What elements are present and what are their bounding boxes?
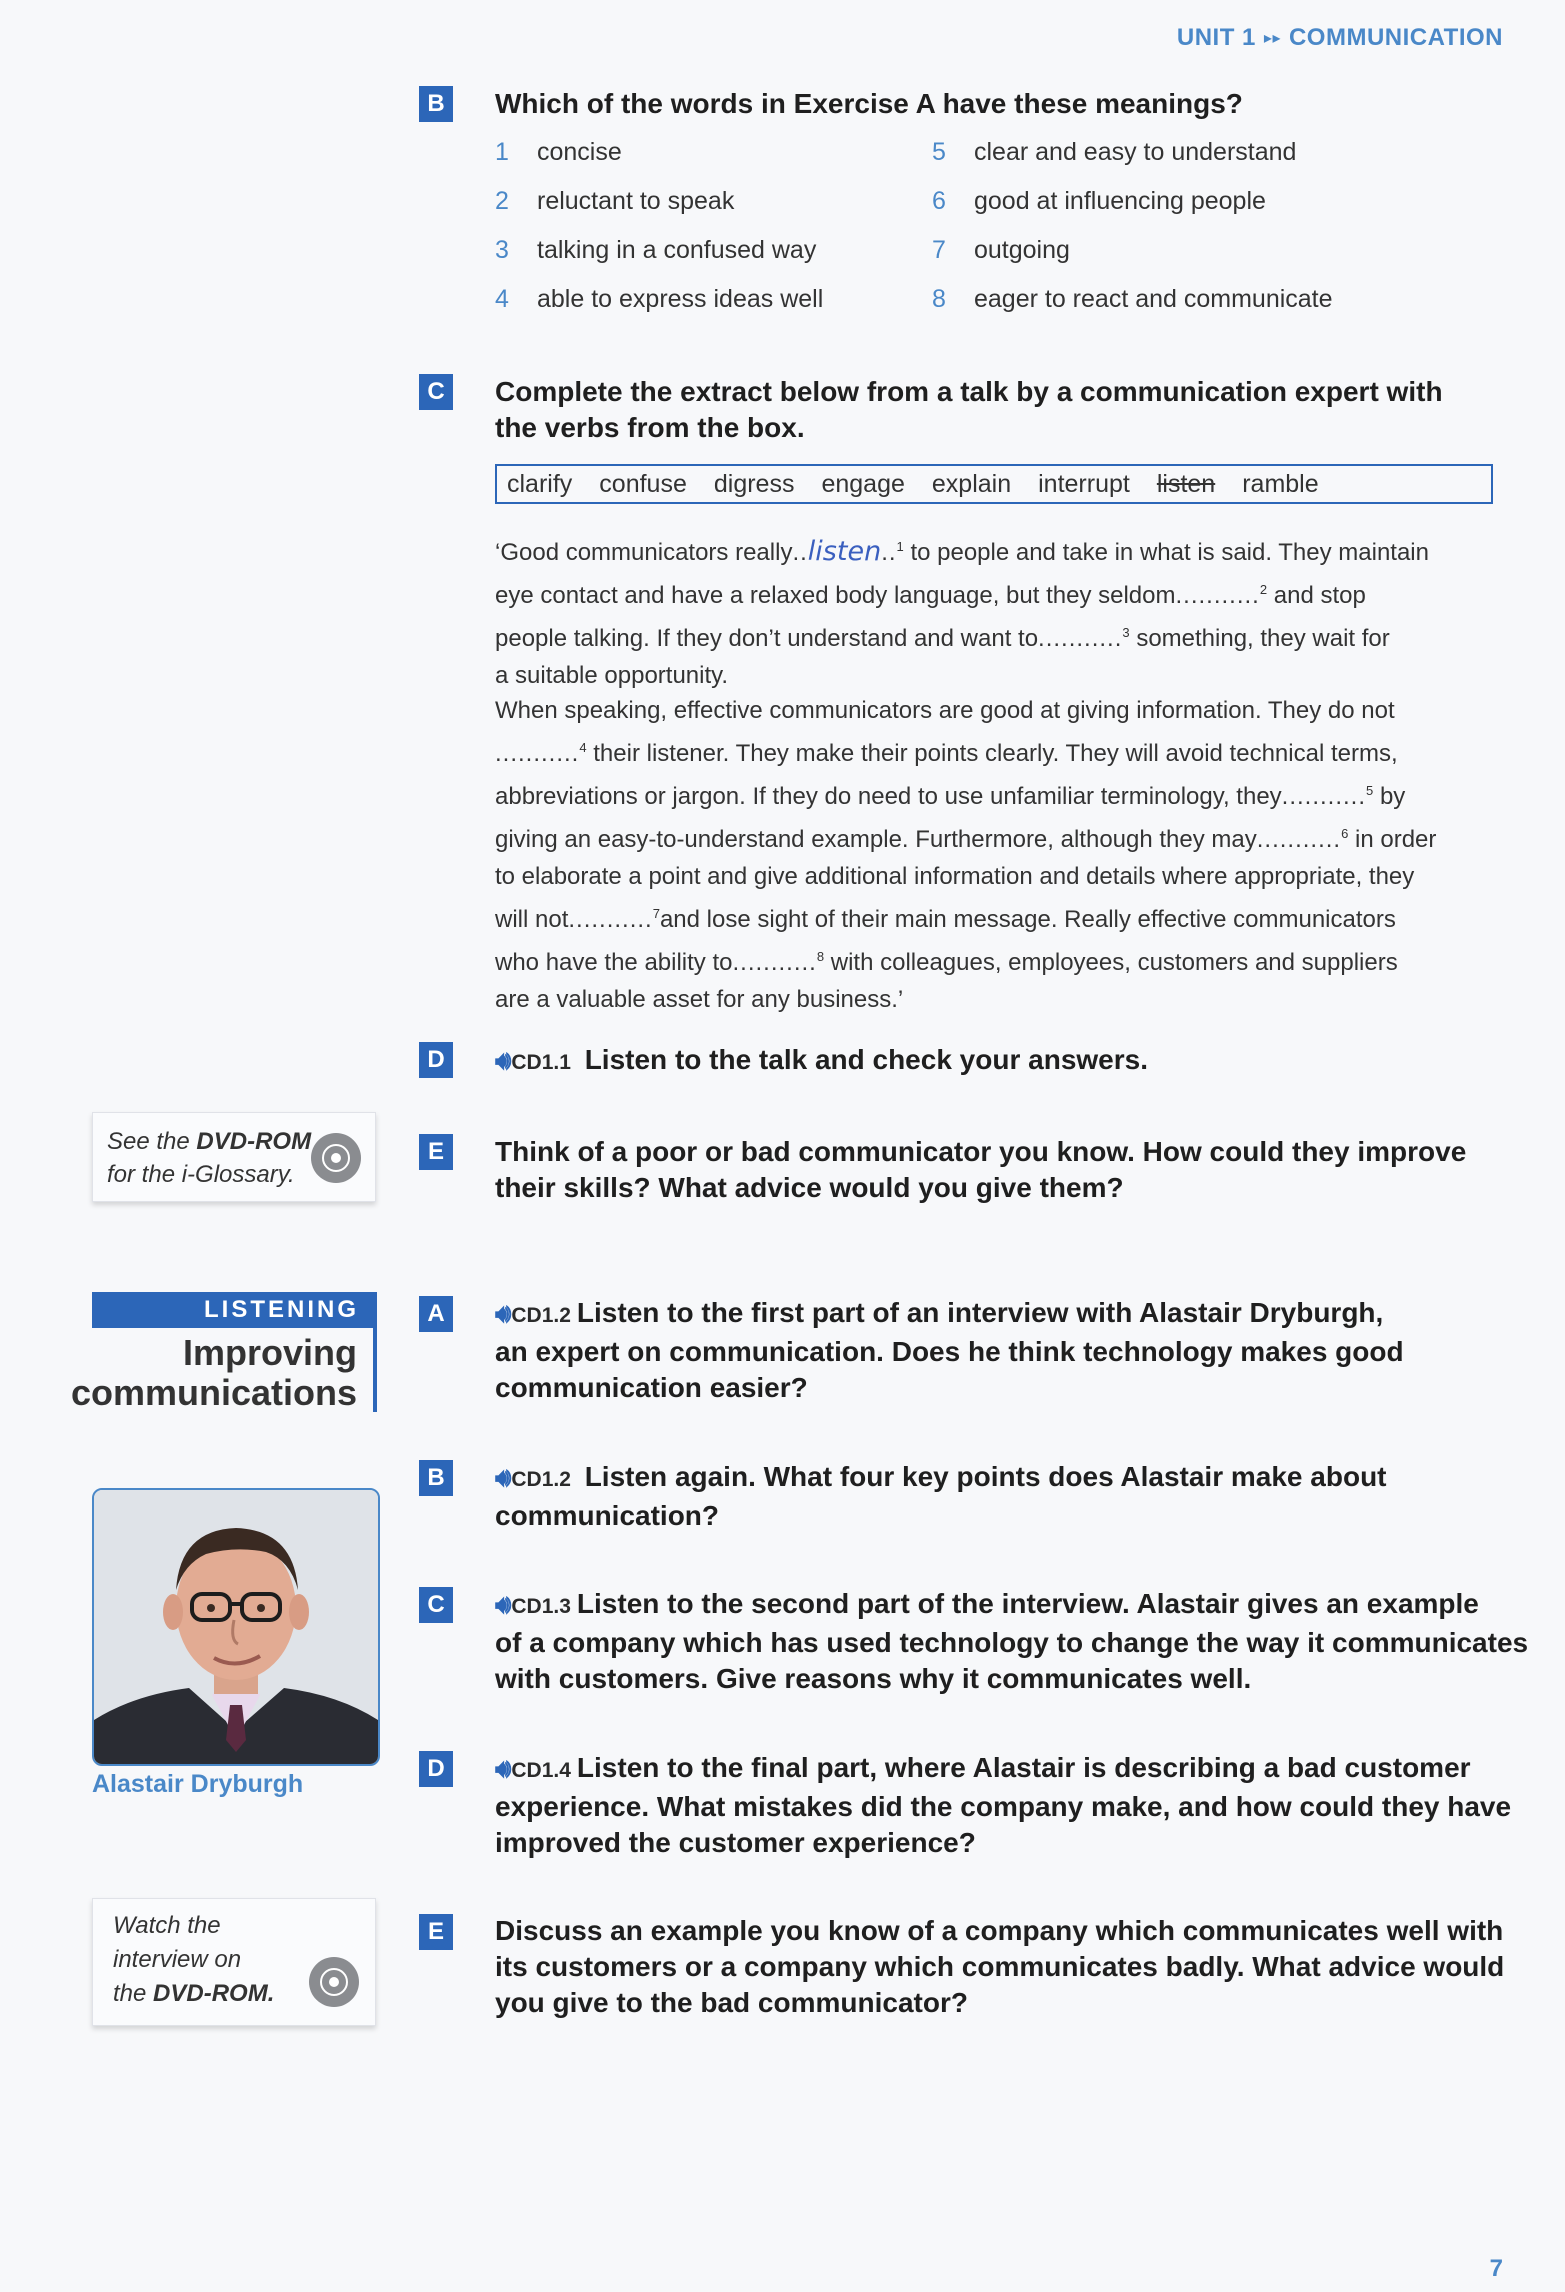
list-item: 6 good at influencing people <box>932 187 1266 215</box>
portrait-photo <box>92 1488 380 1766</box>
dvd-disc-icon <box>309 1957 359 2007</box>
listening-badge-b: B <box>419 1460 453 1496</box>
listening-badge-e: E <box>419 1914 453 1950</box>
word: clarify <box>507 469 573 498</box>
exercise-c-question: Complete the extract below from a talk by a communication expert with the verbs from the box. <box>495 376 1443 443</box>
speaker-icon: 🔊︎ <box>495 1298 512 1328</box>
unit-label: UNIT 1 <box>1176 24 1256 51</box>
extract-paragraph-1: ‘Good communicators really..listen..$^1$ to people and take in what is said. They maintain eye contact and have a relaxed body language, but they seldom...........$^2$ and stop people talking. If they don’t understand and want to...........$^3$ something, they wait for a suitable opportunity. <box>495 536 1429 689</box>
exercise-b-question: Which of the words in Exercise A have these meanings? <box>495 88 1243 119</box>
word: confuse <box>599 469 687 498</box>
handwritten-answer: listen <box>807 536 882 567</box>
exercise-d-question: 🔊︎CD1.1 Listen to the talk and check your answers. <box>495 1044 1148 1075</box>
photo-caption: Alastair Dryburgh <box>92 1770 304 1798</box>
word: digress <box>713 469 795 498</box>
word: explain <box>931 469 1012 498</box>
list-item: 8 eager to react and communicate <box>932 285 1333 313</box>
list-item: 1 concise <box>495 138 622 166</box>
page-number: 7 <box>1489 2255 1503 2282</box>
section-label: COMMUNICATION <box>1288 24 1503 51</box>
dvd-disc-icon <box>311 1133 361 1183</box>
speaker-icon: 🔊︎ <box>495 1753 512 1783</box>
exercise-badge-e: E <box>419 1134 453 1170</box>
listening-c-question: 🔊︎CD1.3 Listen to the second part of the interview. Alastair gives an example of a company which has used technology to change the way it communicates with customers. Give reasons why it communicates well. <box>495 1588 1529 1694</box>
extract-paragraph-2: When speaking, effective communicators are good at giving information. They do not ...........$^4$ their listener. They make their points clearly. They will avoid technical terms, abbreviations or jargon. If they do need to use unfamiliar terminology, they...........$^5$ by giving an easy-to-understand example. Furthermore, although they may...........$^6$ in order to elaborate a point and give additional information and details where appropriate, they will not...........$^7$and lose sight of their main message. Really effective communicators who have the ability to...........$^8$ with colleagues, employees, customers and suppliers are a valuable asset for any business.’ <box>495 697 1437 1013</box>
list-item: 2 reluctant to speak <box>495 187 735 215</box>
list-item: 3 talking in a confused way <box>495 236 817 264</box>
listening-badge-a: A <box>419 1296 453 1332</box>
listening-e-question: Discuss an example you know of a company which communicates well with its customers or a company which communicates badly. What advice would you give to the bad communicator? <box>495 1915 1505 2018</box>
list-item: 4 able to express ideas well <box>495 285 824 313</box>
cd-track: CD1.1 <box>511 1051 571 1074</box>
listening-title: Improving communications <box>70 1332 357 1413</box>
double-arrow-icon: ▸▸ <box>1263 30 1281 47</box>
word: ramble <box>1242 469 1319 498</box>
speaker-icon: 🔊︎ <box>495 1045 512 1075</box>
list-item: 5 clear and easy to understand <box>932 138 1297 166</box>
listening-a-question: 🔊︎CD1.2 Listen to the first part of an interview with Alastair Dryburgh, an expert on communication. Does he think technology makes good communication easier? <box>495 1297 1404 1403</box>
unit-header <box>1177 24 1503 52</box>
listening-label: LISTENING <box>92 1292 375 1328</box>
listening-b-question: 🔊︎CD1.2 Listen again. What four key points does Alastair make about communication? <box>495 1461 1387 1531</box>
list-item: 7 outgoing <box>932 236 1070 264</box>
dvd-rom-note: See the DVD-ROM for the i-Glossary. <box>92 1112 376 1202</box>
word: engage <box>821 469 905 498</box>
listening-d-question: 🔊︎CD1.4 Listen to the final part, where Alastair is describing a bad customer experience. What mistakes did the company make, and how could they have improved the customer experience? <box>495 1752 1512 1858</box>
exercise-badge-d: D <box>419 1042 453 1078</box>
dvd-rom-note-interview: Watch the interview on the DVD-ROM. <box>92 1898 376 2026</box>
word-struck: listen <box>1156 469 1216 498</box>
listening-badge-d: D <box>419 1751 453 1787</box>
word: interrupt <box>1038 469 1130 498</box>
listening-rule <box>373 1292 377 1412</box>
exercise-e-question: Think of a poor or bad communicator you know. How could they improve their skills? What advice would you give them? <box>495 1136 1467 1203</box>
word-box <box>495 464 1493 504</box>
listening-badge-c: C <box>419 1587 453 1623</box>
speaker-icon: 🔊︎ <box>495 1589 512 1619</box>
exercise-badge-c: C <box>419 374 453 410</box>
speaker-icon: 🔊︎ <box>495 1462 512 1492</box>
exercise-badge-b: B <box>419 86 453 122</box>
